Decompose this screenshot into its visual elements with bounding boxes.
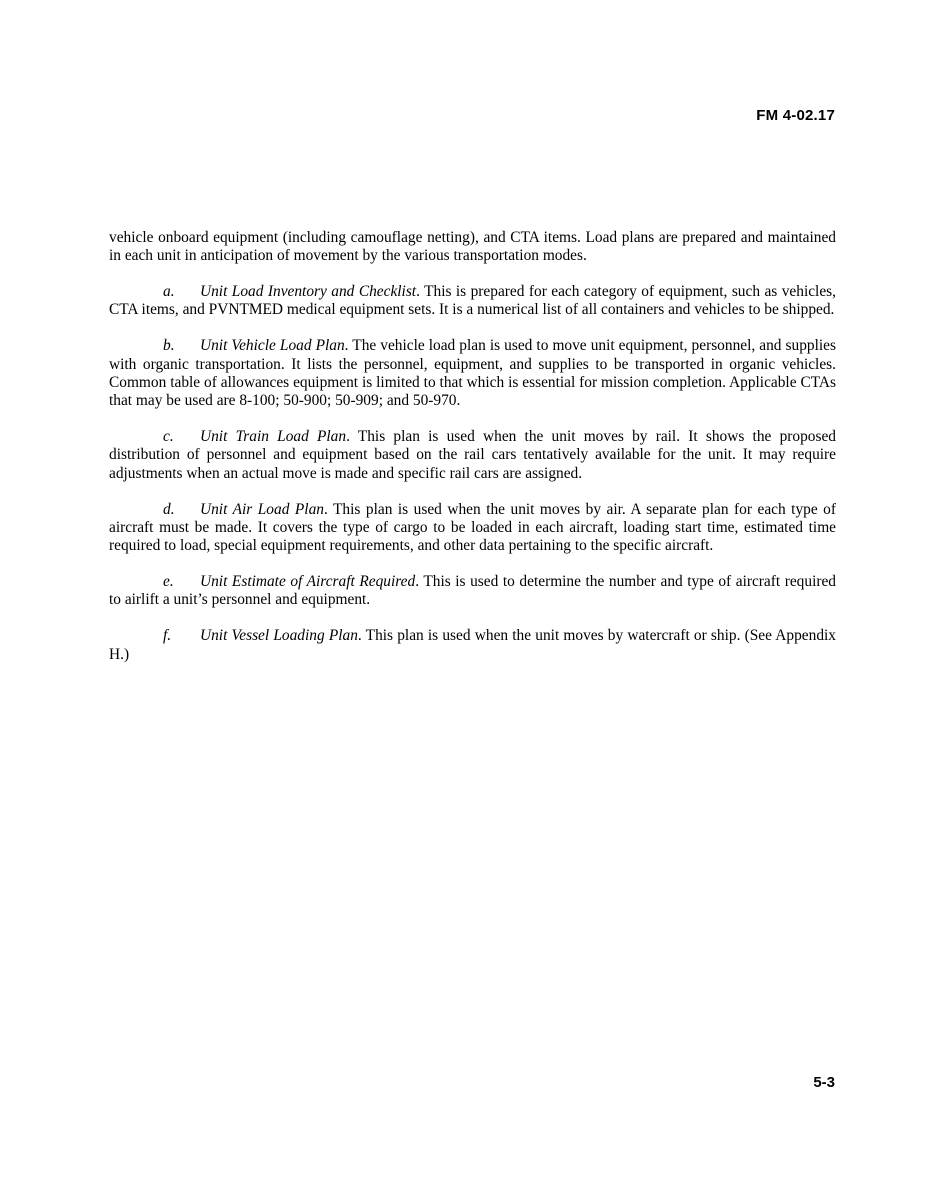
paragraph-text: . The vehicle load plan is used to move unit equipment, personnel, and supplies with organic transportation. It lists the personnel, equipment, and supplies to be transported in organic vehicles. Common table of allowances equipment is limited to that which is essential for mission completion. Applicable CTAs that may be used are 8-100; 50-900; 50-909; and 50-970. (109, 337, 836, 410)
paragraph-title: Unit Estimate of Aircraft Required (200, 573, 416, 591)
paragraph-c (109, 428, 836, 483)
paragraph-title: Unit Air Load Plan (200, 500, 324, 518)
intro-paragraph: vehicle onboard equipment (including camouflage netting), and CTA items. Load plans are prepared and maintained in each unit in anticipation of movement by the various transportation modes. (109, 229, 836, 265)
paragraph-d (109, 501, 836, 556)
paragraph-e (109, 573, 836, 610)
paragraph-text: . This is used to determine the number and type of aircraft required to airlift a unit’s personnel and equipment. (109, 573, 836, 609)
paragraph-title: Unit Vehicle Load Plan (200, 337, 345, 355)
document-id: FM 4-02.17 (756, 107, 835, 124)
paragraph-letter: b. (163, 337, 175, 355)
paragraph-text: . This plan is used when the unit moves by air. A separate plan for each type of aircraft must be made. It covers the type of cargo to be loaded in each aircraft, loading start time, estimated time required to load, special equipment requirements, and other data pertaining to the specific aircraft. (109, 500, 836, 555)
body-text (109, 229, 836, 682)
paragraph-title: Unit Train Load Plan (200, 428, 347, 446)
paragraph-letter: d. (163, 500, 175, 518)
paragraph-letter: a. (163, 283, 175, 301)
paragraph-f (109, 627, 836, 664)
paragraph-letter: e. (163, 573, 174, 591)
page-number: 5-3 (813, 1074, 835, 1091)
paragraph-title: Unit Load Inventory and Checklist (200, 283, 417, 301)
paragraph-b (109, 337, 836, 410)
paragraph-text: . This plan is used when the unit moves by rail. It shows the proposed distribution of personnel and equipment based on the rail cars tentatively available for the unit. It may require adjustments when an actual move is made and specific rail cars are assigned. (109, 428, 836, 482)
paragraph-title: Unit Vessel Loading Plan (200, 627, 358, 645)
paragraph-text: . This is prepared for each category of equipment, such as vehicles, CTA items, and PVNTMED medical equipment sets. It is a numerical list of all containers and vehicles to be shipped. (109, 283, 836, 319)
paragraph-a (109, 283, 836, 320)
paragraph-letter: f. (163, 627, 172, 645)
paragraph-letter: c. (163, 428, 174, 446)
paragraph-text: . This plan is used when the unit moves by watercraft or ship. (See Appendix H.) (109, 627, 836, 663)
